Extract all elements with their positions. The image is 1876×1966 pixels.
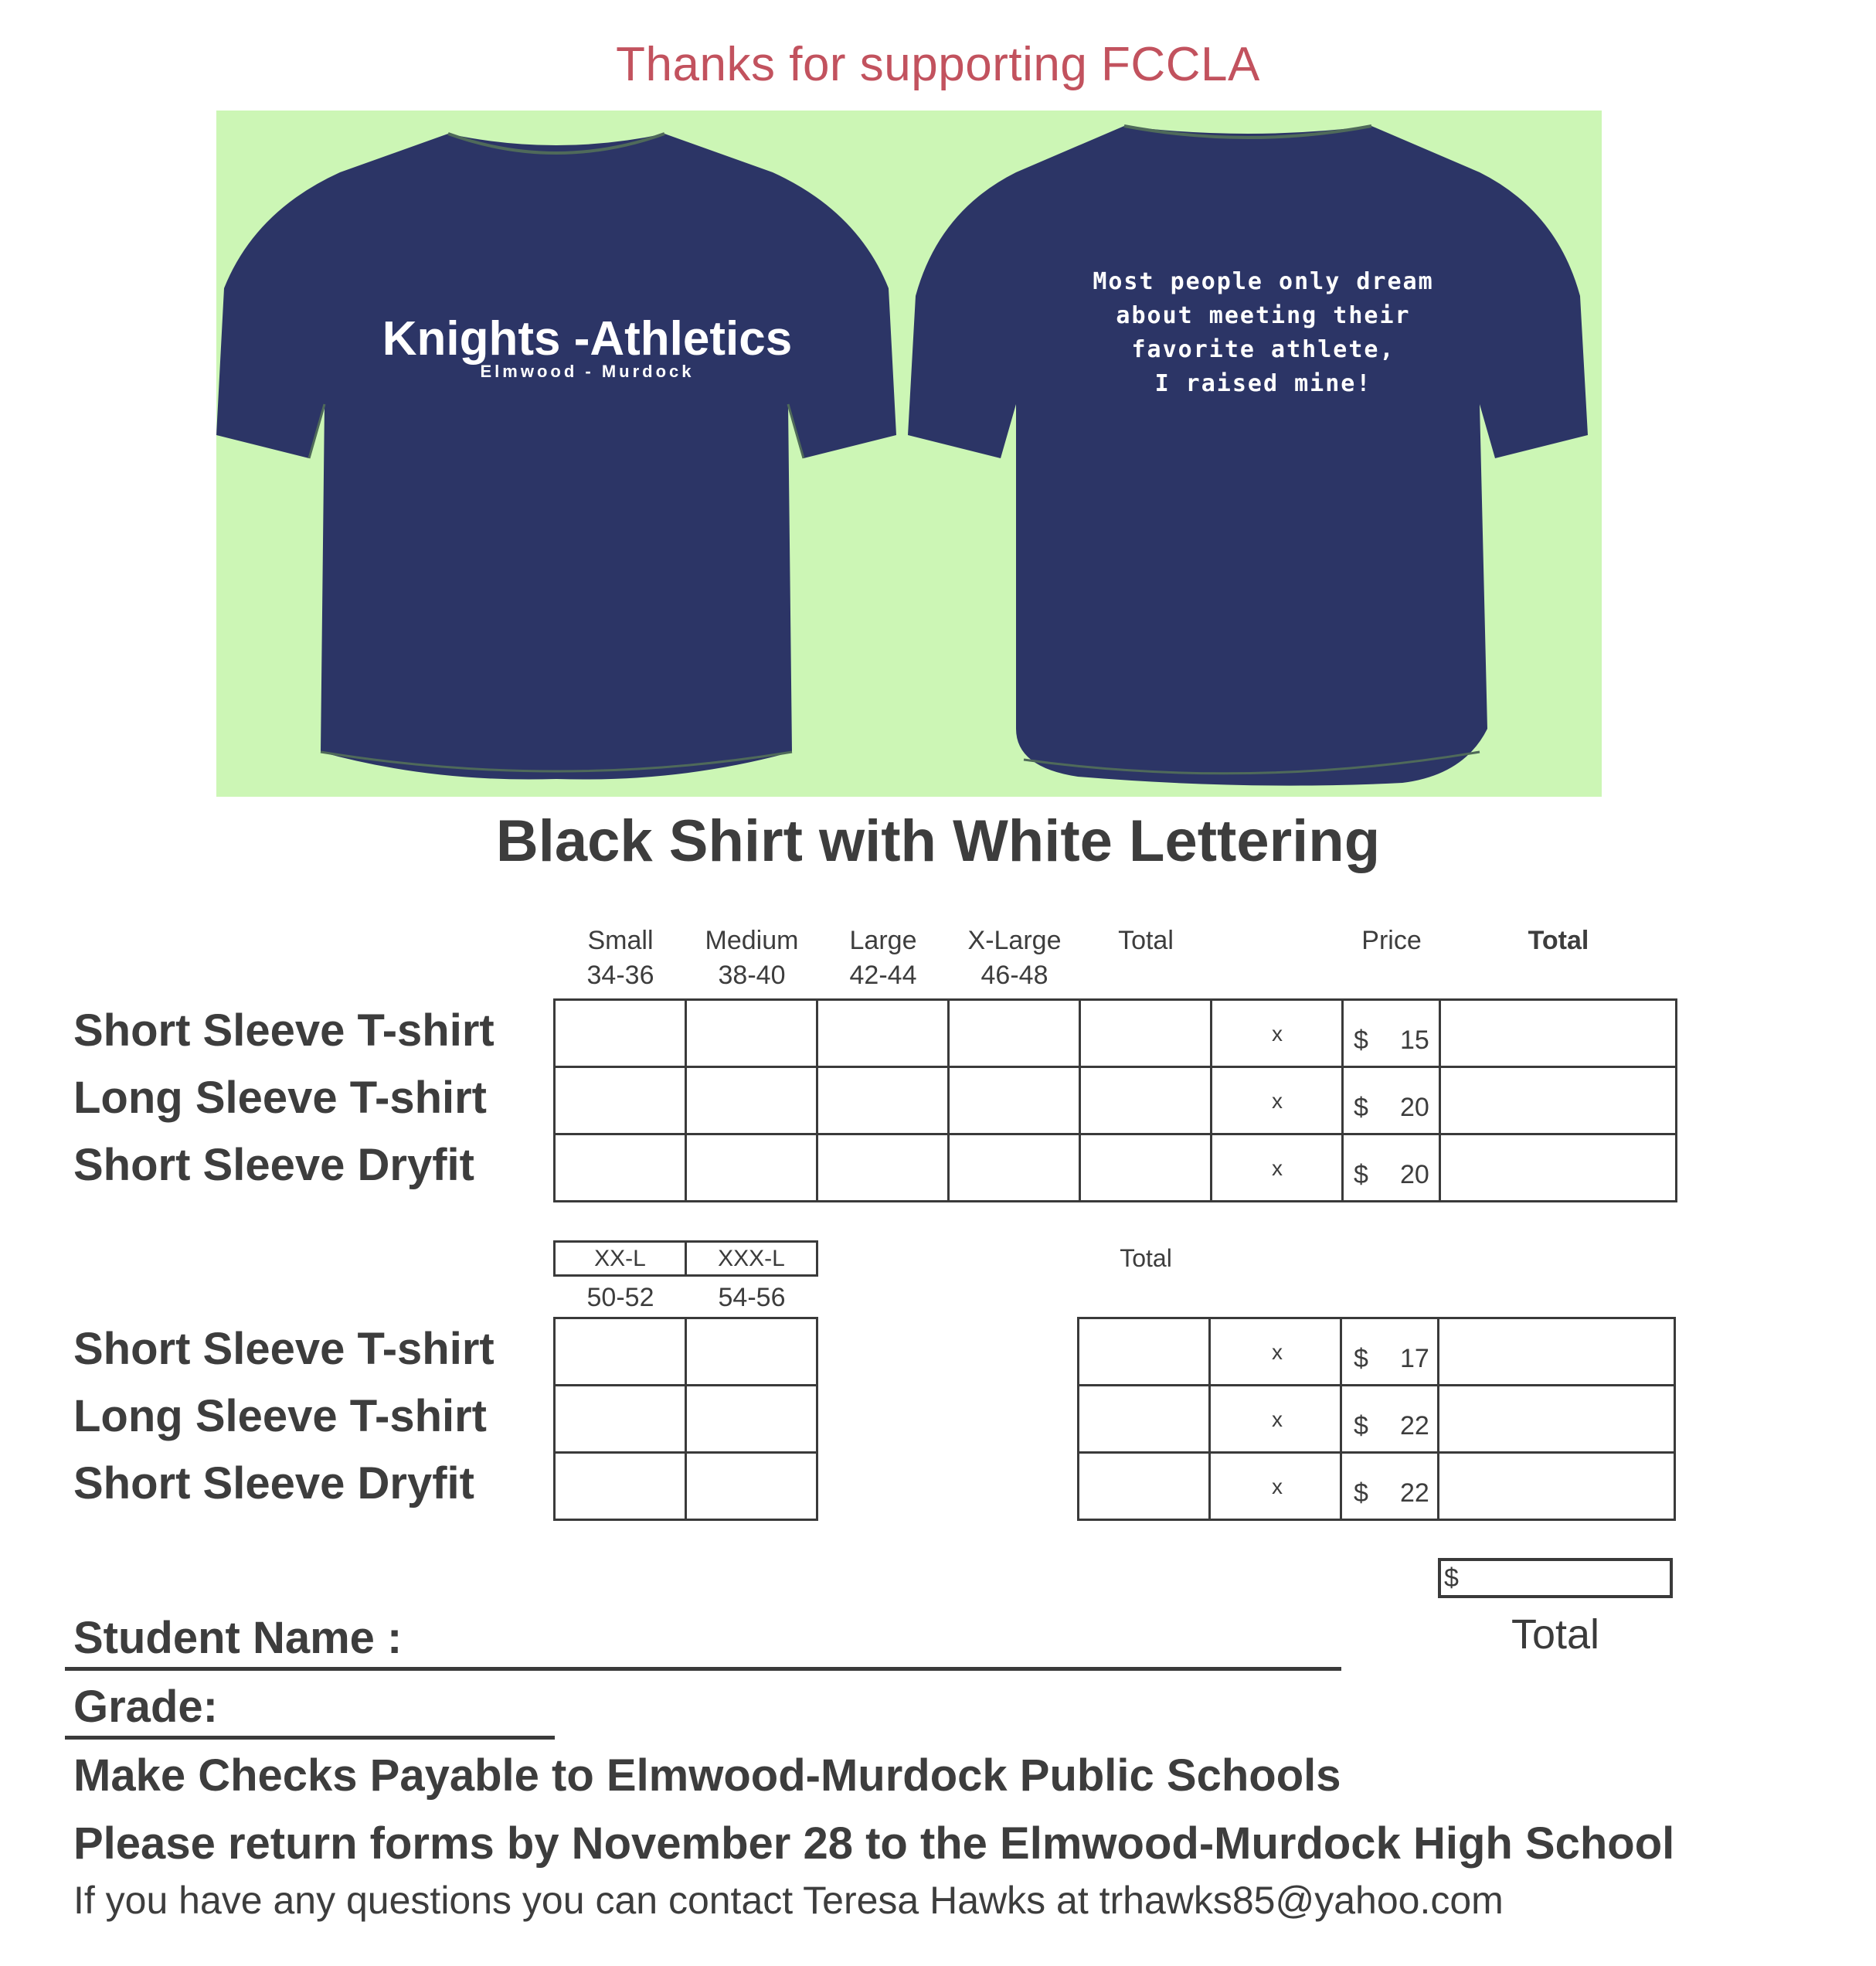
header-total: Total [1118, 926, 1174, 955]
table-row [555, 1386, 817, 1453]
header-xlarge: X-Large 46-48 [967, 926, 1062, 990]
shirt-front-image [216, 111, 896, 797]
grade-line[interactable] [65, 1736, 555, 1740]
grand-total-field[interactable] [1438, 1558, 1673, 1598]
currency-sign: $ [1354, 1411, 1368, 1440]
checks-payable-text: Make Checks Payable to Elmwood-Murdock Public Schools [73, 1750, 1341, 1801]
shirt-image-panel [216, 111, 1602, 797]
row-label: Short Sleeve Dryfit [73, 1458, 474, 1509]
grade-label: Grade: [73, 1682, 218, 1732]
qty-xlarge-cell[interactable] [949, 1134, 1080, 1202]
qty-total-cell[interactable] [1080, 1000, 1212, 1067]
qty-xxl-cell[interactable] [555, 1453, 686, 1520]
qty-medium-cell[interactable] [686, 1067, 817, 1134]
header-small: Small 34-36 [586, 926, 654, 990]
qty-large-cell[interactable] [817, 1067, 949, 1134]
price-value: 15 [1400, 1026, 1429, 1055]
price-value: 22 [1400, 1478, 1429, 1508]
unit-price [1354, 1478, 1439, 1509]
qty-large-cell[interactable] [817, 1000, 949, 1067]
multiply-sign: x [1272, 1089, 1283, 1113]
qty-small-cell[interactable] [555, 1000, 686, 1067]
row-label: Short Sleeve T-shirt [73, 1005, 494, 1056]
qty-small-cell[interactable] [555, 1067, 686, 1134]
unit-price [1354, 1160, 1439, 1191]
unit-price [1354, 1411, 1439, 1442]
header-xxl: XX-L [555, 1242, 686, 1276]
multiply-sign: x [1272, 1407, 1283, 1431]
large-size-header-boxes [553, 1240, 818, 1277]
multiply-sign: x [1272, 1474, 1283, 1498]
row-label: Long Sleeve T-shirt [73, 1073, 487, 1123]
shirt-back-image [908, 111, 1588, 797]
currency-sign: $ [1444, 1563, 1459, 1593]
return-by-text: Please return forms by November 28 to the Elmwood-Murdock High School [73, 1818, 1675, 1869]
currency-sign: $ [1354, 1093, 1368, 1122]
student-name-line[interactable] [65, 1667, 1341, 1671]
price-value: 17 [1400, 1344, 1429, 1373]
student-name-label: Student Name : [73, 1613, 403, 1663]
currency-sign: $ [1354, 1160, 1368, 1189]
line-total-cell[interactable] [1439, 1386, 1675, 1453]
qty-medium-cell[interactable] [686, 1000, 817, 1067]
table-row [555, 1453, 817, 1520]
multiply-sign: x [1272, 1156, 1283, 1180]
line-total-cell[interactable] [1440, 1000, 1677, 1067]
back-quote [1031, 265, 1495, 401]
price-value: 22 [1400, 1411, 1429, 1440]
header-price: Price [1361, 926, 1422, 955]
grand-total-label: Total [1511, 1611, 1600, 1658]
table-row [555, 1067, 1677, 1134]
line-total-cell[interactable] [1440, 1134, 1677, 1202]
back-quote-line: I raised mine! [1154, 370, 1372, 397]
multiply-sign: x [1272, 1022, 1283, 1046]
qty-total-cell[interactable] [1079, 1318, 1210, 1386]
qty-xxxl-cell[interactable] [686, 1386, 817, 1453]
qty-total-cell[interactable] [1079, 1453, 1210, 1520]
price-value: 20 [1400, 1093, 1429, 1122]
qty-small-cell[interactable] [555, 1134, 686, 1202]
row-label: Short Sleeve Dryfit [73, 1140, 474, 1190]
unit-price [1354, 1093, 1439, 1124]
unit-price [1354, 1344, 1439, 1375]
header-xxl-range: 50-52 [586, 1283, 654, 1312]
qty-total-cell[interactable] [1080, 1134, 1212, 1202]
front-brand-text: Knights -Athletics [382, 312, 793, 366]
header-total-2: Total [1120, 1244, 1172, 1272]
qty-xxl-cell[interactable] [555, 1386, 686, 1453]
order-table-regular [553, 998, 1677, 1202]
row-label: Long Sleeve T-shirt [73, 1391, 487, 1441]
header-medium: Medium 38-40 [705, 926, 799, 990]
line-total-cell[interactable] [1440, 1067, 1677, 1134]
qty-xxl-cell[interactable] [555, 1318, 686, 1386]
unit-price [1354, 1026, 1439, 1056]
header-large: Large 42-44 [849, 926, 917, 990]
price-value: 20 [1400, 1160, 1429, 1189]
front-sub-text: Elmwood - Murdock [480, 362, 695, 381]
qty-xxxl-cell[interactable] [686, 1453, 817, 1520]
order-table-large-sizes [553, 1317, 818, 1521]
currency-sign: $ [1354, 1344, 1368, 1373]
line-total-cell[interactable] [1439, 1318, 1675, 1386]
page-title: Thanks for supporting FCCLA [616, 38, 1260, 91]
header-xxxl: XXX-L [686, 1242, 817, 1276]
qty-xlarge-cell[interactable] [949, 1000, 1080, 1067]
qty-total-cell[interactable] [1079, 1386, 1210, 1453]
table-row [555, 1000, 1677, 1067]
table-row [555, 1134, 1677, 1202]
back-quote-line: about meeting their [1116, 302, 1411, 329]
back-quote-line: Most people only dream [1093, 268, 1434, 295]
qty-xlarge-cell[interactable] [949, 1067, 1080, 1134]
back-quote-line: favorite athlete, [1131, 336, 1395, 363]
qty-large-cell[interactable] [817, 1134, 949, 1202]
qty-medium-cell[interactable] [686, 1134, 817, 1202]
header-xxxl-range: 54-56 [718, 1283, 786, 1312]
qty-total-cell[interactable] [1080, 1067, 1212, 1134]
table-row [555, 1318, 817, 1386]
currency-sign: $ [1354, 1026, 1368, 1055]
qty-xxxl-cell[interactable] [686, 1318, 817, 1386]
row-label: Short Sleeve T-shirt [73, 1324, 494, 1374]
currency-sign: $ [1354, 1478, 1368, 1508]
multiply-sign: x [1272, 1340, 1283, 1364]
header-line-total: Total [1528, 926, 1589, 955]
shirt-description-heading: Black Shirt with White Lettering [495, 808, 1381, 874]
line-total-cell[interactable] [1439, 1453, 1675, 1520]
contact-text: If you have any questions you can contact Teresa Hawks at trhawks85@yahoo.com [73, 1879, 1504, 1922]
shirt-back-icon [908, 111, 1588, 797]
shirt-front-icon [216, 111, 896, 797]
